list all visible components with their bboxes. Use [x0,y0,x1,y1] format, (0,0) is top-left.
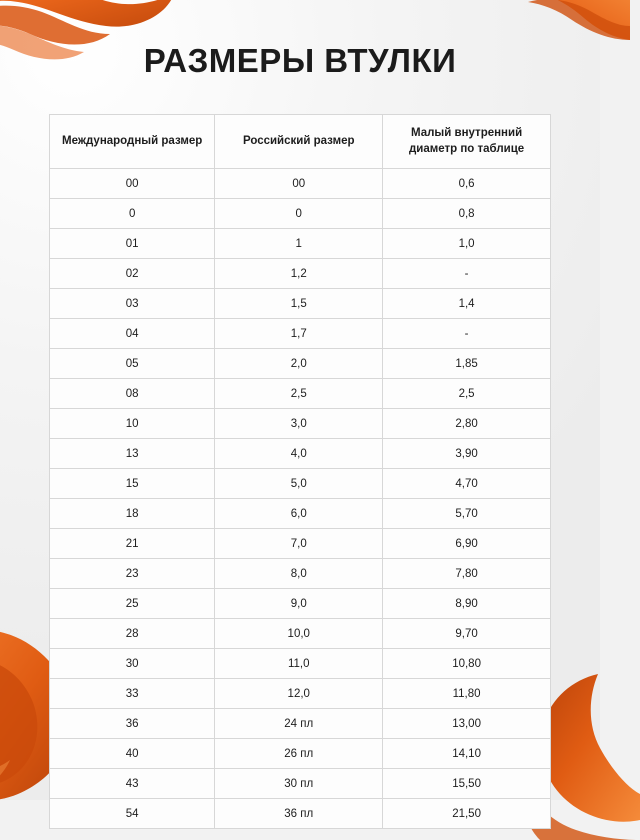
cell-diameter: 9,70 [383,619,551,649]
cell-international: 0 [50,199,215,229]
cell-diameter: 10,80 [383,649,551,679]
cell-international: 15 [50,469,215,499]
sizes-table [49,114,551,829]
table-row [50,769,551,799]
cell-diameter: 6,90 [383,529,551,559]
cell-russian: 2,0 [215,349,383,379]
cell-diameter: 1,0 [383,229,551,259]
cell-russian: 4,0 [215,439,383,469]
table-row [50,349,551,379]
cell-russian: 1,5 [215,289,383,319]
cell-diameter: 3,90 [383,439,551,469]
cell-international: 23 [50,559,215,589]
cell-international: 13 [50,439,215,469]
cell-russian: 6,0 [215,499,383,529]
cell-international: 01 [50,229,215,259]
table-header-row [50,115,551,169]
table-row [50,649,551,679]
cell-russian: 30 пл [215,769,383,799]
cell-international: 03 [50,289,215,319]
cell-russian: 12,0 [215,679,383,709]
table-row [50,679,551,709]
table-row [50,619,551,649]
cell-diameter: 7,80 [383,559,551,589]
cell-international: 40 [50,739,215,769]
cell-international: 54 [50,799,215,829]
cell-international: 30 [50,649,215,679]
cell-russian: 9,0 [215,589,383,619]
cell-international: 21 [50,529,215,559]
cell-russian: 10,0 [215,619,383,649]
cell-russian: 8,0 [215,559,383,589]
cell-russian: 26 пл [215,739,383,769]
cell-international: 04 [50,319,215,349]
cell-diameter: 1,85 [383,349,551,379]
cell-diameter: 2,80 [383,409,551,439]
column-header-inner-diameter: Малый внутренний диаметр по таблице [383,115,551,169]
cell-russian: 7,0 [215,529,383,559]
table-row [50,409,551,439]
cell-international: 05 [50,349,215,379]
table-row [50,319,551,349]
table-row [50,709,551,739]
cell-diameter: 5,70 [383,499,551,529]
table-row [50,229,551,259]
cell-diameter: 0,6 [383,169,551,199]
cell-russian: 24 пл [215,709,383,739]
cell-international: 33 [50,679,215,709]
column-header-russian: Российский размер [215,115,383,169]
table-row [50,739,551,769]
cell-russian: 3,0 [215,409,383,439]
table-row [50,379,551,409]
cell-diameter: - [383,259,551,289]
cell-international: 43 [50,769,215,799]
table-row [50,169,551,199]
table-row [50,439,551,469]
cell-russian: 0 [215,199,383,229]
cell-diameter: 21,50 [383,799,551,829]
cell-international: 36 [50,709,215,739]
cell-international: 10 [50,409,215,439]
table-row [50,559,551,589]
cell-russian: 1,7 [215,319,383,349]
table-row [50,589,551,619]
table-row [50,259,551,289]
cell-diameter: 0,8 [383,199,551,229]
cell-international: 28 [50,619,215,649]
cell-diameter: 4,70 [383,469,551,499]
cell-russian: 5,0 [215,469,383,499]
cell-diameter: 11,80 [383,679,551,709]
cell-diameter: 8,90 [383,589,551,619]
table-row [50,289,551,319]
cell-diameter: 14,10 [383,739,551,769]
cell-russian: 11,0 [215,649,383,679]
sizes-table-container [49,114,551,829]
cell-international: 25 [50,589,215,619]
cell-russian: 1 [215,229,383,259]
table-row [50,199,551,229]
cell-russian: 1,2 [215,259,383,289]
column-header-international: Международный размер [50,115,215,169]
page-title: РАЗМЕРЫ ВТУЛКИ [143,42,457,79]
cell-international: 18 [50,499,215,529]
table-row [50,799,551,829]
cell-diameter: 1,4 [383,289,551,319]
table-row [50,529,551,559]
cell-russian: 2,5 [215,379,383,409]
cell-international: 00 [50,169,215,199]
cell-diameter: 15,50 [383,769,551,799]
cell-diameter: - [383,319,551,349]
cell-diameter: 2,5 [383,379,551,409]
cell-diameter: 13,00 [383,709,551,739]
cell-russian: 00 [215,169,383,199]
table-row [50,499,551,529]
cell-russian: 36 пл [215,799,383,829]
cell-international: 02 [50,259,215,289]
table-row [50,469,551,499]
cell-international: 08 [50,379,215,409]
